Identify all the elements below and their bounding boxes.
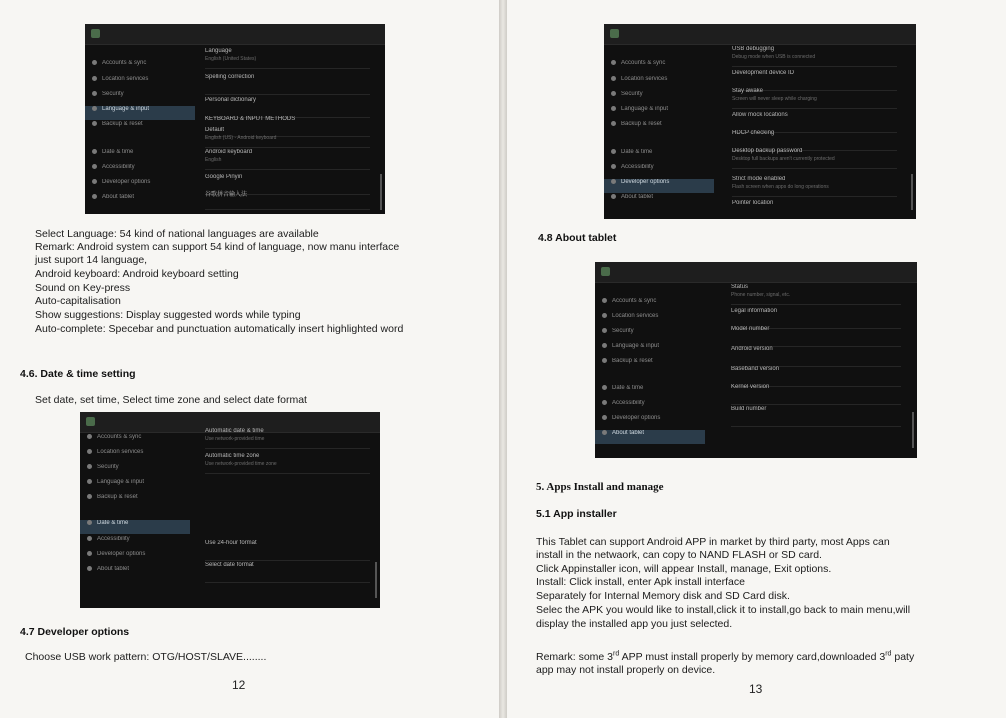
settings-pane-item[interactable]: [205, 540, 370, 562]
settings-pane-summary: Use network-provided time: [205, 436, 265, 442]
settings-sidebar-label: About tablet: [102, 194, 135, 201]
settings-sidebar-label: Security: [102, 91, 124, 98]
settings-sidebar-label: Developer options: [97, 551, 146, 558]
settings-sidebar-item[interactable]: [604, 194, 714, 208]
settings-divider: [205, 209, 370, 210]
settings-pane-item[interactable]: [732, 88, 897, 110]
settings-sidebar-label: Language & input: [102, 106, 150, 113]
settings-item-icon: [87, 464, 92, 469]
settings-sidebar-item[interactable]: [595, 313, 705, 327]
remark-mid: APP must install properly by memory card,downloaded 3: [619, 651, 886, 663]
settings-pane-label: Automatic date & time: [205, 428, 264, 434]
settings-scrollbar[interactable]: [380, 174, 382, 210]
settings-sidebar-label: Accessibility: [612, 400, 645, 407]
settings-sidebar-label: Location services: [102, 76, 149, 83]
settings-pane-label: Spelling correction: [205, 74, 255, 80]
settings-pane-item[interactable]: [731, 326, 901, 348]
installer-line: Click Appinstaller icon, will appear Install, manage, Exit options.: [536, 563, 832, 575]
settings-sidebar-item[interactable]: [604, 106, 714, 120]
settings-sidebar-label: About tablet: [612, 430, 645, 437]
settings-item-icon: [611, 106, 616, 111]
page-number: 13: [749, 682, 763, 696]
page-number: 12: [232, 678, 246, 692]
settings-sidebar-label: Language & input: [621, 106, 669, 113]
date-time-screenshot: [80, 412, 380, 608]
settings-pane-label: Default: [205, 127, 225, 133]
settings-pane-item[interactable]: [205, 149, 370, 171]
installer-line: Selec the APK you would like to install,click it to install,go back to main menu,will: [536, 604, 911, 616]
settings-item-icon: [92, 194, 97, 199]
settings-pane-item[interactable]: [731, 384, 901, 406]
settings-divider: [205, 448, 370, 449]
settings-pane-label: Android keyboard: [205, 149, 253, 155]
settings-pane-summary: English (United States): [205, 56, 257, 62]
remark-line-1: [536, 651, 914, 664]
settings-divider: [205, 560, 370, 561]
settings-sidebar-label: Accessibility: [621, 164, 654, 171]
settings-item-icon: [602, 385, 607, 390]
settings-sidebar-item[interactable]: [595, 385, 705, 399]
settings-sidebar-label: Date & time: [102, 149, 134, 156]
settings-item-icon: [87, 479, 92, 484]
settings-sidebar-item[interactable]: [604, 179, 714, 193]
settings-pane-summary: Desktop full backups aren't currently protected: [732, 156, 835, 162]
settings-pane-item[interactable]: [732, 148, 897, 170]
settings-pane-item[interactable]: [205, 127, 370, 149]
settings-sidebar-item[interactable]: [604, 121, 714, 135]
settings-divider: [205, 582, 370, 583]
settings-sidebar-label: Date & time: [621, 149, 653, 156]
paragraph-line: just suport 14 language,: [35, 254, 148, 266]
settings-sidebar-item[interactable]: [604, 164, 714, 178]
settings-item-icon: [602, 343, 607, 348]
settings-sidebar-label: About tablet: [97, 566, 130, 573]
settings-sidebar-label: Accessibility: [97, 536, 130, 543]
remark-pre: Remark: some 3: [536, 651, 614, 663]
settings-pane-summary: Screen will never sleep while charging: [732, 96, 817, 102]
developer-options-screenshot: [604, 24, 916, 219]
settings-icon: [601, 267, 610, 276]
settings-pane-item[interactable]: [732, 176, 897, 198]
settings-pane-label: Build number: [731, 406, 767, 412]
settings-divider: [732, 168, 897, 169]
settings-sidebar-item[interactable]: [604, 149, 714, 163]
settings-sidebar-item[interactable]: [595, 400, 705, 414]
section-heading-about-tablet: 4.8 About tablet: [538, 232, 617, 244]
paragraph-line: Android keyboard: Android keyboard setting: [35, 268, 239, 280]
settings-item-icon: [602, 298, 607, 303]
settings-pane-label: Stay awake: [732, 88, 764, 94]
settings-sidebar-label: Location services: [612, 313, 659, 320]
settings-pane-item[interactable]: [732, 46, 897, 68]
settings-sidebar-item[interactable]: [85, 91, 195, 105]
settings-item-icon: [602, 313, 607, 318]
settings-sidebar-item[interactable]: [595, 358, 705, 372]
section-heading-date-time: 4.6. Date & time setting: [20, 368, 136, 380]
settings-sidebar-label: Backup & reset: [102, 121, 143, 128]
settings-item-icon: [611, 194, 616, 199]
settings-sidebar-item[interactable]: [80, 479, 190, 493]
settings-item-icon: [611, 91, 616, 96]
settings-sidebar-item[interactable]: [85, 121, 195, 135]
settings-item-icon: [602, 328, 607, 333]
settings-pane-item[interactable]: [205, 189, 370, 211]
settings-sidebar-label: Accounts & sync: [102, 60, 147, 67]
settings-sidebar-label: Accessibility: [102, 164, 135, 171]
settings-sidebar-item[interactable]: [80, 551, 190, 565]
settings-sidebar-label: About tablet: [621, 194, 654, 201]
settings-sidebar-item[interactable]: [85, 60, 195, 74]
paragraph-line: Sound on Key-press: [35, 282, 131, 294]
settings-divider: [732, 108, 897, 109]
section-heading-app-installer: 5.1 App installer: [536, 508, 617, 520]
settings-item-icon: [602, 430, 607, 435]
settings-divider: [205, 169, 370, 170]
settings-pane-label: Use 24-hour format: [205, 540, 257, 546]
settings-sidebar-label: Developer options: [102, 179, 151, 186]
settings-sidebar-item[interactable]: [604, 60, 714, 74]
settings-sidebar-item[interactable]: [85, 164, 195, 178]
settings-pane-summary: Use network-provided time zone: [205, 461, 277, 467]
settings-pane-label: Development device ID: [732, 70, 795, 76]
date-time-text: Set date, set time, Select time zone and select date format: [35, 394, 307, 406]
settings-pane-label: HDCP checking: [732, 130, 775, 136]
settings-item-icon: [602, 358, 607, 363]
settings-pane-item[interactable]: [205, 48, 370, 70]
settings-sidebar-item[interactable]: [80, 520, 190, 534]
settings-pane-summary: English (US) - Android keyboard: [205, 135, 277, 141]
settings-sidebar-label: Accounts & sync: [612, 298, 657, 305]
settings-sidebar-item[interactable]: [80, 566, 190, 580]
book-gutter: [499, 0, 507, 718]
settings-item-icon: [87, 551, 92, 556]
settings-pane-item[interactable]: [205, 453, 370, 475]
settings-item-icon: [611, 121, 616, 126]
paragraph-line: Auto-capitalisation: [35, 295, 121, 307]
settings-item-icon: [611, 179, 616, 184]
settings-pane-item[interactable]: [205, 428, 370, 450]
settings-sidebar-item[interactable]: [595, 328, 705, 342]
settings-sidebar-label: Security: [621, 91, 643, 98]
settings-sidebar-label: Developer options: [612, 415, 661, 422]
paragraph-line: Select Language: 54 kind of national languages are available: [35, 228, 319, 240]
settings-pane-label: Baseband version: [731, 366, 780, 372]
settings-icon: [610, 29, 619, 38]
settings-scrollbar[interactable]: [375, 562, 377, 598]
settings-item-icon: [92, 76, 97, 81]
settings-sidebar-label: Developer options: [621, 179, 670, 186]
installer-line: This Tablet can support Android APP in market by third party, most Apps can: [536, 536, 890, 548]
settings-divider: [732, 196, 897, 197]
language-input-screenshot: [85, 24, 385, 214]
settings-pane-summary: Phone number, signal, etc.: [731, 292, 791, 298]
settings-sidebar-label: Accounts & sync: [621, 60, 666, 67]
installer-line: install in the netwaork, can copy to NAND FLASH or SD card.: [536, 549, 822, 561]
settings-sidebar-item[interactable]: [595, 415, 705, 429]
settings-pane-item[interactable]: [731, 284, 901, 306]
settings-divider: [731, 304, 901, 305]
settings-pane-label: Google Pinyin: [205, 174, 243, 180]
settings-sidebar-item[interactable]: [80, 494, 190, 508]
settings-item-icon: [87, 449, 92, 454]
settings-sidebar-label: Language & input: [97, 479, 145, 486]
settings-topbar: [604, 24, 916, 45]
settings-sidebar-label: Security: [612, 328, 634, 335]
settings-pane-label: Select date format: [205, 562, 254, 568]
settings-item-icon: [602, 415, 607, 420]
about-tablet-screenshot: [595, 262, 917, 458]
settings-icon: [91, 29, 100, 38]
settings-item-icon: [87, 434, 92, 439]
section-heading-apps: 5. Apps Install and manage: [536, 481, 664, 493]
settings-sidebar-label: Backup & reset: [97, 494, 138, 501]
settings-sidebar-item[interactable]: [604, 91, 714, 105]
settings-sidebar-item[interactable]: [80, 449, 190, 463]
settings-pane-label: Personal dictionary: [205, 97, 257, 103]
settings-pane-item[interactable]: [731, 406, 901, 428]
remark-post: paty: [891, 651, 915, 663]
remark-sup-1: rd: [613, 650, 620, 658]
settings-sidebar-label: Accounts & sync: [97, 434, 142, 441]
settings-pane-item[interactable]: [731, 346, 901, 368]
settings-pane-label: Automatic time zone: [205, 453, 260, 459]
settings-sidebar-item[interactable]: [85, 194, 195, 208]
settings-divider: [731, 404, 901, 405]
settings-sidebar-label: Backup & reset: [621, 121, 662, 128]
remark-line-2: app may not install properly on device.: [536, 664, 716, 676]
settings-divider: [205, 473, 370, 474]
settings-divider: [731, 426, 901, 427]
settings-item-icon: [611, 164, 616, 169]
settings-sidebar-item[interactable]: [595, 298, 705, 312]
installer-line: display the installed app you just selected.: [536, 618, 733, 630]
settings-scrollbar[interactable]: [912, 412, 914, 448]
settings-scrollbar[interactable]: [911, 174, 913, 210]
settings-sidebar-label: Location services: [97, 449, 144, 456]
settings-divider: [205, 147, 370, 148]
paragraph-line: Remark: Android system can support 54 kind of language, now manu interface: [35, 241, 400, 253]
paragraph-line: Show suggestions: Display suggested words while typing: [35, 309, 301, 321]
settings-pane-label: Model number: [731, 326, 770, 332]
settings-sidebar-item[interactable]: [80, 434, 190, 448]
settings-pane-summary: Flash screen when apps do long operations: [732, 184, 829, 190]
settings-item-icon: [611, 76, 616, 81]
section-heading-developer-options: 4.7 Developer options: [20, 626, 130, 638]
paragraph-line: Auto-complete: Specebar and punctuation automatically insert highlighted word: [35, 323, 404, 335]
settings-divider: [732, 66, 897, 67]
settings-sidebar-label: Language & input: [612, 343, 660, 350]
settings-pane-summary: English: [205, 157, 222, 163]
settings-sidebar-item[interactable]: [595, 343, 705, 357]
settings-pane-label: Pointer location: [732, 200, 774, 206]
settings-divider: [205, 94, 370, 95]
settings-item-icon: [87, 566, 92, 571]
settings-pane-item[interactable]: [732, 200, 897, 219]
settings-sidebar-label: Security: [97, 464, 119, 471]
settings-pane-item[interactable]: [205, 74, 370, 96]
right-page: [507, 0, 1006, 718]
settings-pane-label: Kernel version: [731, 384, 770, 390]
settings-sidebar-item[interactable]: [80, 464, 190, 478]
settings-sidebar-label: Backup & reset: [612, 358, 653, 365]
settings-item-icon: [92, 121, 97, 126]
settings-pane-label: 谷歌拼音输入法: [205, 192, 248, 198]
remark-sup-2: rd: [885, 650, 892, 658]
settings-item-icon: [92, 60, 97, 65]
settings-sidebar-label: Date & time: [612, 385, 644, 392]
settings-pane-item[interactable]: [205, 562, 370, 584]
settings-item-icon: [611, 149, 616, 154]
settings-item-icon: [87, 520, 92, 525]
settings-sidebar-item[interactable]: [85, 149, 195, 163]
settings-pane-label: USB debugging: [732, 46, 775, 52]
settings-pane-label: Android version: [731, 346, 773, 352]
settings-item-icon: [92, 179, 97, 184]
settings-sidebar-item[interactable]: [595, 430, 705, 444]
installer-line: Install: Click install, enter Apk install interface: [536, 576, 745, 588]
settings-sidebar-item[interactable]: [604, 76, 714, 90]
settings-item-icon: [611, 60, 616, 65]
settings-sidebar-item[interactable]: [85, 179, 195, 193]
settings-sidebar-item[interactable]: [85, 106, 195, 120]
settings-sidebar-item[interactable]: [80, 536, 190, 550]
settings-pane-label: Desktop backup password: [732, 148, 803, 154]
settings-pane-label: KEYBOARD & INPUT METHODS: [205, 116, 296, 122]
settings-item-icon: [92, 149, 97, 154]
settings-sidebar-item[interactable]: [85, 76, 195, 90]
settings-divider: [205, 68, 370, 69]
settings-icon: [86, 417, 95, 426]
settings-pane-label: Allow mock locations: [732, 112, 788, 118]
settings-pane-label: Language: [205, 48, 232, 54]
installer-line: Separately for Internal Memory disk and SD Card disk.: [536, 590, 790, 602]
settings-sidebar-label: Location services: [621, 76, 668, 83]
settings-item-icon: [92, 106, 97, 111]
settings-pane-label: Strict mode enabled: [732, 176, 786, 182]
settings-pane-summary: Debug mode when USB is connected: [732, 54, 816, 60]
settings-sidebar-label: Date & time: [97, 520, 129, 527]
settings-item-icon: [602, 400, 607, 405]
developer-options-text: Choose USB work pattern: OTG/HOST/SLAVE........: [25, 651, 267, 663]
settings-item-icon: [92, 164, 97, 169]
settings-pane-label: Status: [731, 284, 749, 290]
settings-pane-label: Legal information: [731, 308, 778, 314]
settings-item-icon: [92, 91, 97, 96]
settings-item-icon: [87, 494, 92, 499]
settings-topbar: [595, 262, 917, 283]
settings-topbar: [85, 24, 385, 45]
left-page: [0, 0, 499, 718]
settings-item-icon: [87, 536, 92, 541]
